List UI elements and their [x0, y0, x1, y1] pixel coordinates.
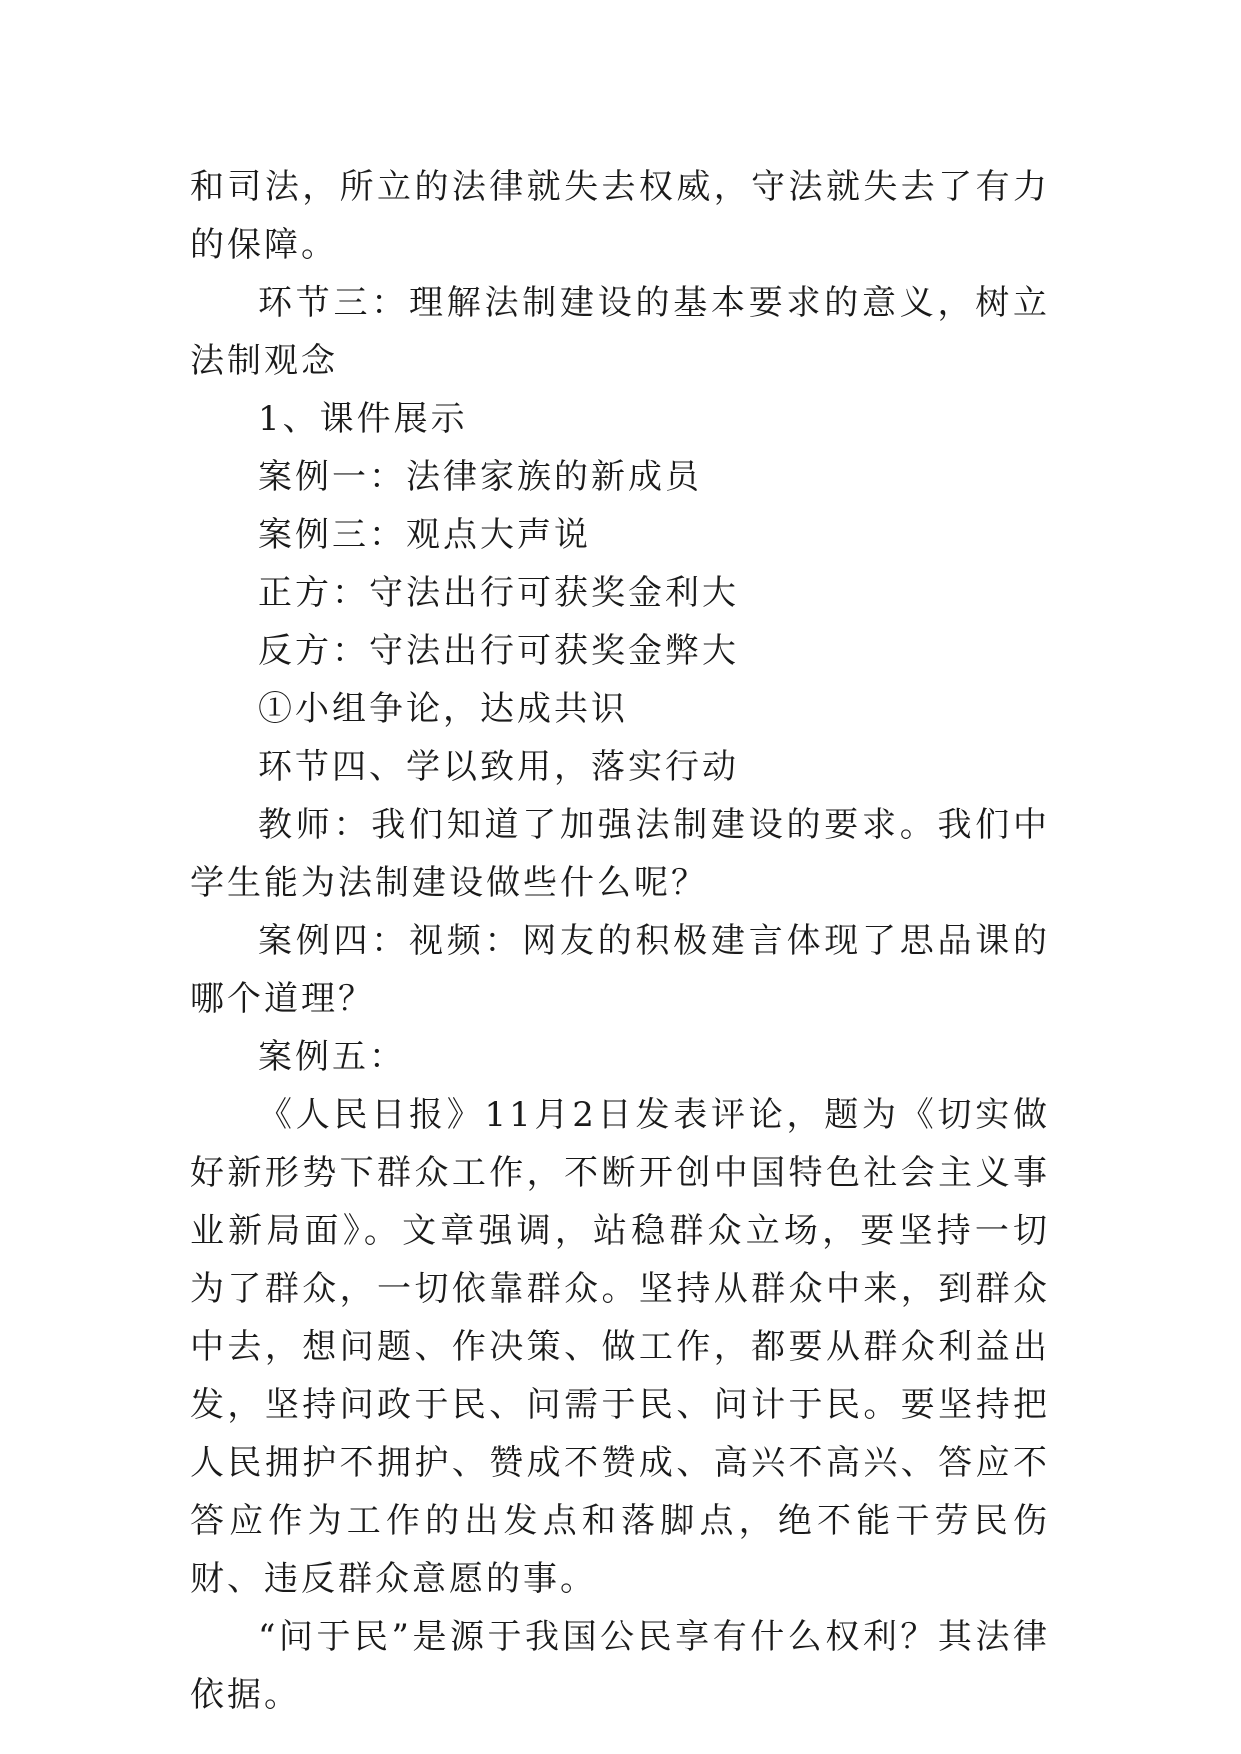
paragraph: “问于民”是源于我国公民享有什么权利？其法律依据。 — [190, 1617, 1050, 1715]
paragraph: 案例四：视频：网友的积极建言体现了思品课的哪个道理？ — [190, 921, 1050, 1019]
paragraph: 正方：守法出行可获奖金利大 — [258, 573, 739, 613]
paragraph: 环节三：理解法制建设的基本要求的意义，树立法制观念 — [190, 283, 1050, 381]
paragraph: 环节四、学以致用，落实行动 — [258, 747, 739, 787]
paragraph: 教师：我们知道了加强法制建设的要求。我们中学生能为法制建设做些什么呢？ — [190, 805, 1050, 903]
paragraph: 案例三：观点大声说 — [258, 515, 591, 555]
paragraph: ①小组争论，达成共识 — [258, 689, 628, 729]
paragraph: 《人民日报》11月2日发表评论，题为《切实做好新形势下群众工作，不断开创中国特色社会主义事业新局面》。文章强调，站稳群众立场，要坚持一切为了群众，一切依靠群众。坚持从群众中来，到群众中去，想问题、作决策、做工作，都要从群众利益出发，坚持问政于民、问需于民、问计于民。要坚持把人民拥护不拥护、赞成不赞成、高兴不高兴、答应不答应作为工作的出发点和落脚点，绝不能干劳民伤财、违反群众意愿的事。 — [190, 1095, 1050, 1599]
paragraph: 反方：守法出行可获奖金弊大 — [258, 631, 739, 671]
document-body — [190, 158, 1050, 1724]
paragraph: 案例五： — [258, 1037, 406, 1077]
paragraph: 1、课件展示 — [258, 399, 468, 439]
paragraph: 案例一：法律家族的新成员 — [258, 457, 702, 497]
paragraph: 和司法，所立的法律就失去权威，守法就失去了有力的保障。 — [190, 167, 1050, 265]
